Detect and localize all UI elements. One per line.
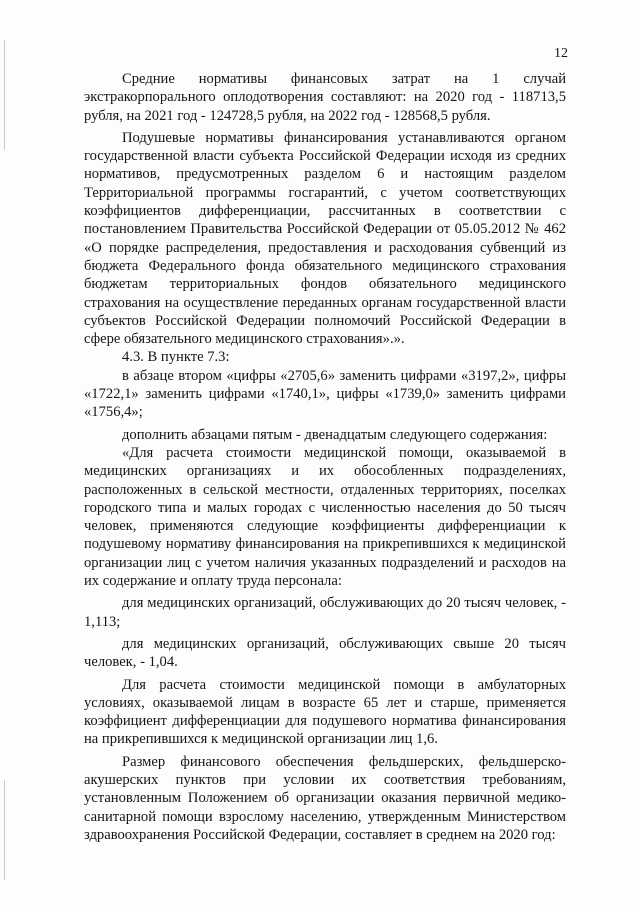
paragraph-up-to-20k: для медицинских организаций, обслуживающих до 20 тысяч человек, - 1,113; [84,595,566,630]
paragraph-65-plus: Для расчета стоимости медицинской помощи в амбулаторных условиях, оказываемой лицам в возрасте 65 лет и старше, применяется коэффициент дифференциации для подушевого норматива финансирования на прикрепившихся к медицинской организации лиц 1,6. [84,676,566,748]
paragraph-per-capita-norms: Подушевые нормативы финансирования устанавливаются органом государственной власти субъекта Российской Федерации исходя из средних нормативов, предусмотренных разделом 6 и настоящим разделом Территориальной программы госгарантий, с учетом соответствующих коэффициентов дифференциации, рассчитанных в соответствии с постановлением Правительства Российской Федерации от 05.05.2012 № 462 «О порядке распределения, предоставления и расходования субвенций из бюджета Федерального фонда обязательного медицинского страхования бюджетам территориальных фондов обязательного медицинского страхования на осуществление переданных органам государственной власти субъектов Российской Федерации полномочий Российской Федерации в сфере обязательного медицинского страхования».». [84,129,566,348]
paragraph-item-4-3: 4.3. В пункте 7.3: [122,349,230,366]
scan-edge-mark [4,780,5,880]
paragraph-rural-coefficients: «Для расчета стоимости медицинской помощи, оказываемой в медицинских организациях и их обособленных подразделениях, расположенных в сельской местности, отдаленных территориях, поселках городского типа и малых городах с численностью населения до 50 тысяч человек, применяются следующие коэффициенты дифференциации к подушевому нормативу финансирования на прикрепившихся к медицинской организации лиц с учетом наличия указанных подразделений и расходов на их содержание и оплату труда персонала: [84,444,566,590]
paragraph-eco-costs: Средние нормативы финансовых затрат на 1 случай экстракорпорального оплодотворения составляют: на 2020 год - 118713,5 рубля, на 2021 год - 124728,5 рубля, на 2022 год - 128568,5 рубля. [84,71,566,124]
paragraph-feldsher-funding: Размер финансового обеспечения фельдшерских, фельдшерско-акушерских пунктов при условии их соответствия требованиям, установленным Положением об организации оказания первичной медико-санитарной помощи взрослому населению, утвержденным Министерством здравоохранения Российской Федерации, составляет в среднем на 2020 год: [84,753,566,843]
scan-edge-mark [4,40,5,150]
page-number: 12 [554,46,568,61]
paragraph-over-20k: для медицинских организаций, обслуживающих свыше 20 тысяч человек, - 1,04. [84,635,566,671]
paragraph-add-paragraphs: дополнить абзацами пятым - двенадцатым следующего содержания: [122,426,548,443]
document-body [84,70,566,844]
paragraph-replace-figures: в абзаце втором «цифры «2705,6» заменить цифрами «3197,2», цифры «1722,1» заменить цифрами «1740,1», цифры «1739,0» заменить цифрами «1756,4»; [84,367,566,421]
